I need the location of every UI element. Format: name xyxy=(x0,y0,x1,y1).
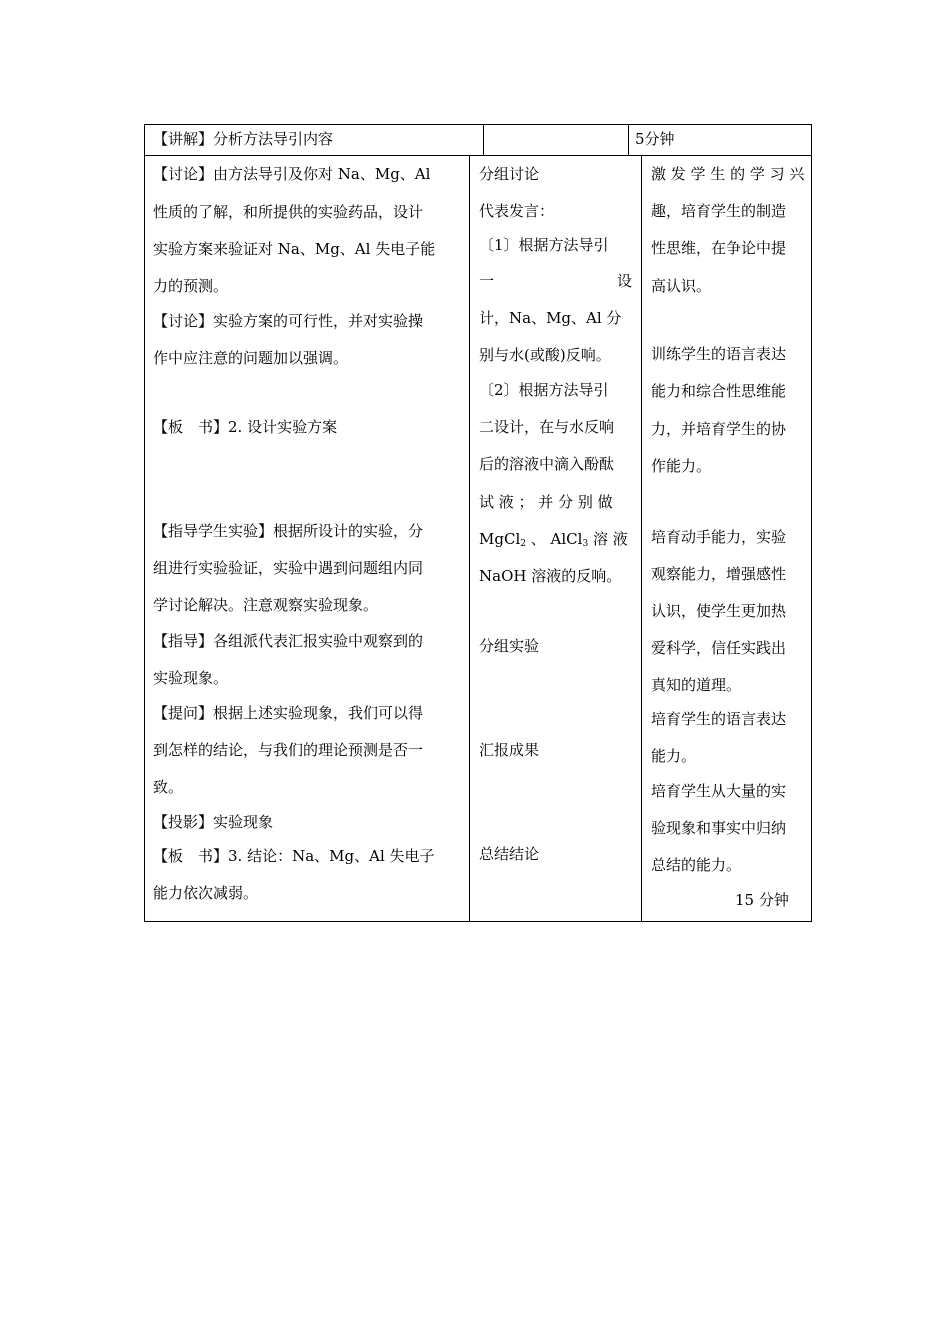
question-line: 到怎样的结论，与我们的理论预测是否一 xyxy=(153,741,424,759)
board-writing-line: 能力依次减弱。 xyxy=(153,884,259,902)
student-activity-line: 分组实验 xyxy=(479,637,540,655)
discussion-line: 力的预测。 xyxy=(153,277,229,295)
student-activity-line: 二设计，在与水反响 xyxy=(479,418,615,436)
student-activity-line: 汇报成果 xyxy=(479,741,540,759)
design-intent-line: 性思维，在争论中提 xyxy=(651,239,787,257)
column-divider xyxy=(483,125,484,155)
student-activity-line: 代表发言： xyxy=(479,202,555,220)
student-activity-line: 一 xyxy=(479,272,495,290)
discussion-line: 【讨论】由方法导引及你对 Na、Mg、Al xyxy=(153,165,431,183)
discussion-line: 【讨论】实验方案的可行性，并对实验操 xyxy=(153,312,424,330)
design-intent-line: 趣，培育学生的制造 xyxy=(651,202,787,220)
guidance-line: 【指导】各组派代表汇报实验中观察到的 xyxy=(153,632,424,650)
design-intent-line: 观察能力，增强感性 xyxy=(651,565,787,583)
column-divider xyxy=(469,155,470,921)
question-line: 【提问】根据上述实验现象，我们可以得 xyxy=(153,704,424,722)
alcl-text: 、 AlCl xyxy=(525,530,583,548)
design-intent-line: 能力和综合性思维能 xyxy=(651,382,787,400)
solution-text: 溶 液 xyxy=(588,530,628,548)
question-line: 致。 xyxy=(153,778,184,796)
column-divider xyxy=(628,125,629,155)
discussion-line: 性质的了解，和所提供的实验药品，设计 xyxy=(153,203,424,221)
student-activity-line: 计，Na、Mg、Al 分 xyxy=(479,309,622,327)
student-activity-line: 〔1〕根据方法导引 xyxy=(479,236,609,254)
design-intent-line: 激 发 学 生 的 学 习 兴 xyxy=(651,165,805,183)
design-intent-line: 力，并培育学生的协 xyxy=(651,420,787,438)
subscript: 2 xyxy=(520,539,526,549)
mgcl-text: MgCl xyxy=(479,530,521,548)
chemical-formula-line xyxy=(479,529,628,549)
lecture-cell: 【讲解】分析方法导引内容 xyxy=(153,130,334,148)
design-intent-line: 作能力。 xyxy=(651,457,712,475)
guidance-line: 实验现象。 xyxy=(153,669,229,687)
time-cell: 5分钟 xyxy=(635,130,675,148)
student-activity-line: 试 液 ； 并 分 别 做 xyxy=(479,493,613,511)
discussion-line: 作中应注意的问题加以强调。 xyxy=(153,349,349,367)
design-intent-line: 能力。 xyxy=(651,747,697,765)
design-intent-line: 真知的道理。 xyxy=(651,676,742,694)
student-activity-line: 〔2〕根据方法导引 xyxy=(479,381,609,399)
discussion-line: 实验方案来验证对 Na、Mg、Al 失电子能 xyxy=(153,240,436,258)
guidance-line: 学讨论解决。注意观察实验现象。 xyxy=(153,596,379,614)
projection-line: 【投影】实验现象 xyxy=(153,813,274,831)
student-activity-line: 总结结论 xyxy=(479,845,540,863)
design-intent-line: 培育动手能力，实验 xyxy=(651,528,787,546)
subscript: 3 xyxy=(582,539,589,549)
student-activity-line: 别与水(或酸)反响。 xyxy=(479,346,611,364)
student-activity-line: 设 xyxy=(617,272,633,290)
design-intent-line: 培育学生的语言表达 xyxy=(651,710,787,728)
table-header-row xyxy=(144,124,812,156)
board-writing-line: 【板 书】3. 结论：Na、Mg、Al 失电子 xyxy=(153,847,435,865)
design-intent-line: 总结的能力。 xyxy=(651,856,742,874)
student-activity-line: NaOH 溶液的反响。 xyxy=(479,567,622,585)
student-activity-line: 分组讨论 xyxy=(479,165,540,183)
time-label: 15 分钟 xyxy=(735,891,789,909)
guidance-line: 【指导学生实验】根据所设计的实验，分 xyxy=(153,522,424,540)
board-writing-line: 【板 书】2. 设计实验方案 xyxy=(153,418,338,436)
design-intent-line: 培育学生从大量的实 xyxy=(651,782,787,800)
student-activity-line: 后的溶液中滴入酚酞 xyxy=(479,455,615,473)
design-intent-line: 爱科学，信任实践出 xyxy=(651,639,787,657)
column-divider xyxy=(641,155,642,921)
design-intent-line: 验现象和事实中归纳 xyxy=(651,819,787,837)
guidance-line: 组进行实验验证，实验中遇到问题组内同 xyxy=(153,559,424,577)
design-intent-line: 认识，使学生更加热 xyxy=(651,602,787,620)
table-body-row xyxy=(144,155,812,922)
design-intent-line: 高认识。 xyxy=(651,277,712,295)
design-intent-line: 训练学生的语言表达 xyxy=(651,345,787,363)
